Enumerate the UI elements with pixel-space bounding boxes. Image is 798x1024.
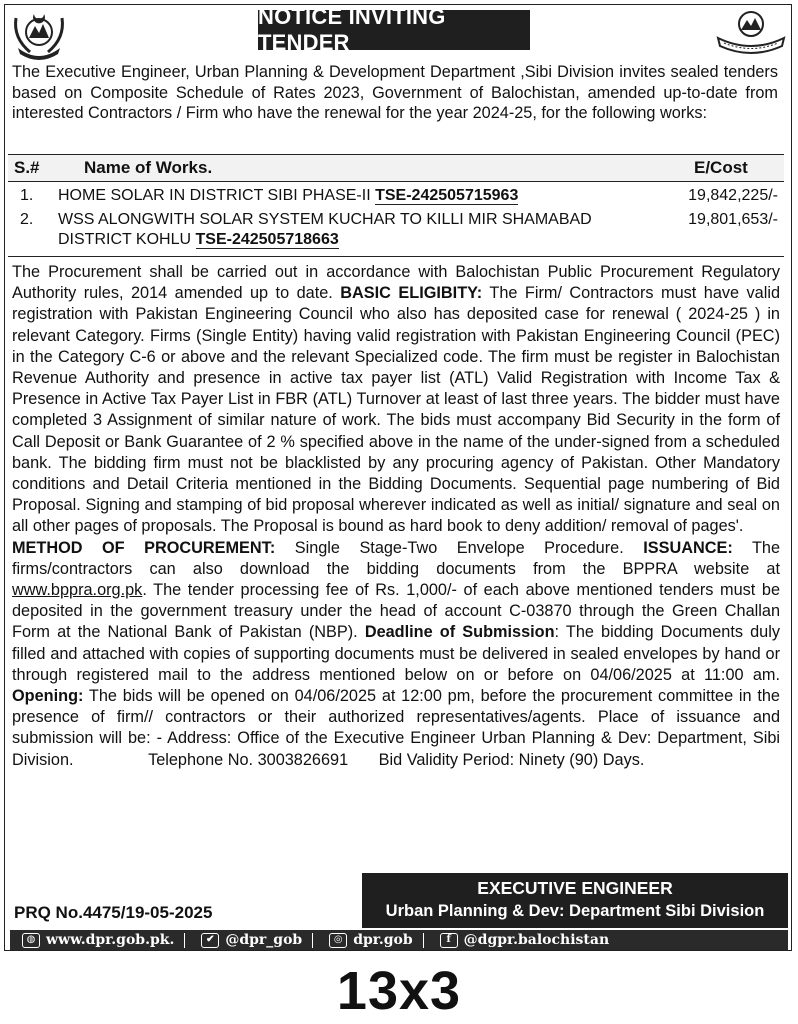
ad-size-label: 13x3	[336, 961, 462, 1021]
issuance-label: ISSUANCE:	[643, 538, 733, 557]
work-name	[58, 186, 658, 206]
procurement-rules-text: The Procurement shall be carried out in accordance with Balochistan Public Procurement Regulatory Authority rules, 2014 amended up to date.	[12, 263, 780, 303]
deadline-text: : The bidding Documents duly filled and attached with copies of supporting documents must be delivered in sealed envelopes by hand or through registered mail to the address mentioned below on or before on 04/06/2025 at 11:00 am.	[12, 623, 780, 684]
method-text: Single Stage-Two Envelope Procedure.	[294, 538, 624, 557]
table-bottom-rule	[8, 250, 784, 257]
social-website-text: www.dpr.gob.pk.	[46, 932, 175, 948]
balochistan-emblem-left-icon	[10, 8, 68, 67]
social-twitter-text: @dpr_gob	[225, 932, 303, 948]
social-instagram-text: dpr.gob	[353, 932, 413, 948]
table-row	[8, 182, 784, 206]
work-title: HOME SOLAR IN DISTRICT SIBI PHASE-II	[58, 187, 371, 204]
deadline-label: Deadline of Submission	[364, 623, 555, 642]
globe-icon: ◍	[22, 933, 40, 948]
dgpr-emblem-right-icon	[716, 8, 786, 63]
divider	[184, 933, 185, 948]
issuance-text: The firms/contractors can also download the bidding documents from the BPPRA website at	[12, 538, 780, 578]
signatory-title: EXECUTIVE ENGINEER	[477, 878, 673, 898]
eligibility-text: The Firm/ Contractors must have valid registration with Pakistan Engineering Council who also has deposited case for renewal ( 2024-25 ) in relevant Category. Firms (Single Entity) having valid registration with Pakistan Engineering Council (PEC) in the Category C-6 or above and the relevant Specialized code. The firm must be register in Balochistan Revenue Authority and presence in active tax payer list (ATL) Valid Registration with Income Tax & Presence in Active Tax Payer List in FBR (ATL) Turnover at least of last three years. The bidder must have completed 3 Assignment of similar nature of work. The bids must accompany Bid Security in the form of Call Deposit or Bank Guarantee of 2 % specified above in the name of the under-signed from a scheduled bank. The bidding firm must not be blacklisted by any procuring agency of Pakistan. Other Mandatory conditions and Detail Criteria mentioned in the Bidding Documents. Sequential page numbering of Bid Proposal. Signing and stamping of bid proposal wherever indicated as well as initial/ signature and seal on all other pages of proposals. The Proposal is bound as hard book to deny addition/ removal of pages'.	[12, 284, 781, 536]
notice-title: NOTICE INVITING TENDER	[258, 10, 530, 50]
row-number: 2.	[20, 211, 34, 228]
intro-paragraph: The Executive Engineer, Urban Planning & Development Department ,Sibi Division invites sealed tenders based on Composite Schedule of Rates 2023, Government of Balochistan, amended up-to-date from interested Contractors / Firm who have the renewal for the year 2024-25, for the following works:	[12, 63, 778, 122]
method-label: METHOD OF PROCUREMENT:	[12, 538, 276, 557]
instagram-icon: ◎	[329, 933, 347, 948]
col-header-name: Name of Works.	[84, 158, 213, 177]
row-number: 1.	[20, 187, 34, 204]
social-facebook[interactable]	[428, 932, 609, 948]
tse-number: TSE-242505718663	[195, 231, 339, 248]
social-bar	[10, 930, 788, 950]
opening-text: The bids will be opened on 04/06/2025 at 12:00 pm, before the procurement committee in the presence of firm// contractors or their authorized representatives/agents. Place of issuance and submission will be: - Address: Office of the Executive Engineer Urban Planning & Dev: Department, Sibi Division.	[12, 687, 780, 769]
work-title: WSS ALONGWITH SOLAR SYSTEM KUCHAR TO KILLI MIR SHAMABAD DISTRICT KOHLU	[58, 211, 592, 248]
tse-number: TSE-242505715963	[375, 187, 519, 204]
table-row	[8, 206, 784, 250]
opening-label: Opening:	[12, 687, 84, 706]
facebook-icon: f	[440, 933, 458, 948]
col-header-cost: E/Cost	[694, 158, 748, 177]
divider	[423, 933, 424, 948]
social-instagram[interactable]	[317, 932, 412, 948]
twitter-icon: ✔	[201, 933, 219, 948]
bid-validity: Bid Validity Period: Ninety (90) Days.	[378, 750, 645, 769]
tender-conditions	[12, 262, 780, 771]
signatory-block	[362, 873, 788, 928]
basic-eligibility-label: BASIC ELIGIBITY:	[340, 284, 483, 303]
works-table-header	[8, 154, 784, 182]
estimated-cost: 19,842,225/-	[688, 187, 778, 204]
social-website[interactable]	[10, 932, 174, 948]
signatory-department: Urban Planning & Dev: Department Sibi Division	[385, 902, 765, 920]
col-header-sn: S.#	[14, 158, 40, 177]
divider	[312, 933, 313, 948]
fee-text: . The tender processing fee of Rs. 1,000/- of each above mentioned tenders must be deposited in the government treasury under the head of account C-03870 through the Green Challan Form at the National Bank of Pakistan (NBP).	[12, 581, 780, 642]
works-table	[8, 154, 784, 257]
work-name	[58, 210, 658, 250]
social-facebook-text: @dgpr.balochistan	[463, 932, 610, 948]
social-twitter[interactable]	[189, 932, 302, 948]
prq-number: PRQ No.4475/19-05-2025	[14, 903, 213, 922]
telephone: Telephone No. 3003826691	[148, 750, 349, 769]
estimated-cost: 19,801,653/-	[688, 211, 778, 228]
bppra-website-link[interactable]: www.bppra.org.pk	[12, 581, 143, 600]
